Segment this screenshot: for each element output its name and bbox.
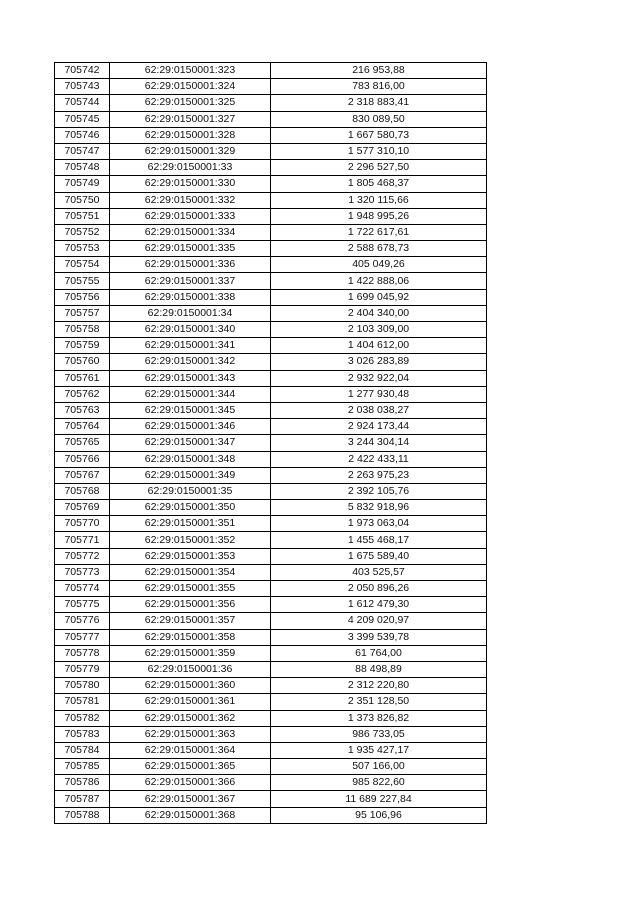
table-row bbox=[55, 289, 487, 305]
cadastral-number-cell: 62:29:0150001:364 bbox=[110, 742, 271, 758]
value-cell: 1 973 063,04 bbox=[271, 516, 487, 532]
value-cell: 2 351 128,50 bbox=[271, 694, 487, 710]
value-cell: 3 399 539,78 bbox=[271, 629, 487, 645]
cadastral-number-cell: 62:29:0150001:358 bbox=[110, 629, 271, 645]
value-cell: 1 699 045,92 bbox=[271, 289, 487, 305]
row-number-cell: 705777 bbox=[55, 629, 110, 645]
table-row bbox=[55, 354, 487, 370]
row-number-cell: 705750 bbox=[55, 192, 110, 208]
row-number-cell: 705764 bbox=[55, 419, 110, 435]
cadastral-number-cell: 62:29:0150001:356 bbox=[110, 597, 271, 613]
table-row bbox=[55, 807, 487, 823]
table-row bbox=[55, 548, 487, 564]
value-cell: 1 722 617,61 bbox=[271, 224, 487, 240]
table-row bbox=[55, 532, 487, 548]
cadastral-number-cell: 62:29:0150001:345 bbox=[110, 402, 271, 418]
row-number-cell: 705754 bbox=[55, 257, 110, 273]
value-cell: 61 764,00 bbox=[271, 645, 487, 661]
row-number-cell: 705760 bbox=[55, 354, 110, 370]
cadastral-number-cell: 62:29:0150001:353 bbox=[110, 548, 271, 564]
table-row bbox=[55, 581, 487, 597]
value-cell: 11 689 227,84 bbox=[271, 791, 487, 807]
cadastral-number-cell: 62:29:0150001:355 bbox=[110, 581, 271, 597]
cadastral-number-cell: 62:29:0150001:325 bbox=[110, 95, 271, 111]
row-number-cell: 705767 bbox=[55, 467, 110, 483]
value-cell: 5 832 918,96 bbox=[271, 500, 487, 516]
row-number-cell: 705782 bbox=[55, 710, 110, 726]
row-number-cell: 705746 bbox=[55, 127, 110, 143]
value-cell: 1 612 479,30 bbox=[271, 597, 487, 613]
cadastral-number-cell: 62:29:0150001:357 bbox=[110, 613, 271, 629]
table-row bbox=[55, 597, 487, 613]
table-row bbox=[55, 467, 487, 483]
row-number-cell: 705788 bbox=[55, 807, 110, 823]
cadastral-number-cell: 62:29:0150001:337 bbox=[110, 273, 271, 289]
cadastral-number-cell: 62:29:0150001:366 bbox=[110, 775, 271, 791]
value-cell: 1 455 468,17 bbox=[271, 532, 487, 548]
value-cell: 1 422 888,06 bbox=[271, 273, 487, 289]
value-cell: 2 263 975,23 bbox=[271, 467, 487, 483]
value-cell: 2 296 527,50 bbox=[271, 160, 487, 176]
cadastral-number-cell: 62:29:0150001:335 bbox=[110, 241, 271, 257]
table-row bbox=[55, 726, 487, 742]
row-number-cell: 705783 bbox=[55, 726, 110, 742]
table-row bbox=[55, 160, 487, 176]
value-cell: 1 805 468,37 bbox=[271, 176, 487, 192]
cadastral-number-cell: 62:29:0150001:344 bbox=[110, 386, 271, 402]
cadastral-number-cell: 62:29:0150001:328 bbox=[110, 127, 271, 143]
cadastral-number-cell: 62:29:0150001:365 bbox=[110, 759, 271, 775]
cadastral-number-cell: 62:29:0150001:360 bbox=[110, 678, 271, 694]
table-row bbox=[55, 224, 487, 240]
value-cell: 4 209 020,97 bbox=[271, 613, 487, 629]
value-cell: 405 049,26 bbox=[271, 257, 487, 273]
table-row bbox=[55, 419, 487, 435]
cadastral-number-cell: 62:29:0150001:332 bbox=[110, 192, 271, 208]
cadastral-number-cell: 62:29:0150001:324 bbox=[110, 79, 271, 95]
row-number-cell: 705772 bbox=[55, 548, 110, 564]
cadastral-number-cell: 62:29:0150001:368 bbox=[110, 807, 271, 823]
table-row bbox=[55, 791, 487, 807]
row-number-cell: 705771 bbox=[55, 532, 110, 548]
row-number-cell: 705742 bbox=[55, 63, 110, 79]
row-number-cell: 705743 bbox=[55, 79, 110, 95]
value-cell: 2 038 038,27 bbox=[271, 402, 487, 418]
value-cell: 1 948 995,26 bbox=[271, 208, 487, 224]
value-cell: 2 392 105,76 bbox=[271, 483, 487, 499]
table-row bbox=[55, 500, 487, 516]
cadastral-number-cell: 62:29:0150001:34 bbox=[110, 305, 271, 321]
table-row bbox=[55, 143, 487, 159]
table-row bbox=[55, 241, 487, 257]
row-number-cell: 705774 bbox=[55, 581, 110, 597]
table-row bbox=[55, 613, 487, 629]
row-number-cell: 705787 bbox=[55, 791, 110, 807]
row-number-cell: 705773 bbox=[55, 564, 110, 580]
row-number-cell: 705747 bbox=[55, 143, 110, 159]
cadastral-number-cell: 62:29:0150001:362 bbox=[110, 710, 271, 726]
cadastral-number-cell: 62:29:0150001:336 bbox=[110, 257, 271, 273]
value-cell: 985 822,60 bbox=[271, 775, 487, 791]
value-cell: 2 103 309,00 bbox=[271, 322, 487, 338]
row-number-cell: 705745 bbox=[55, 111, 110, 127]
value-cell: 1 320 115,66 bbox=[271, 192, 487, 208]
cadastral-number-cell: 62:29:0150001:343 bbox=[110, 370, 271, 386]
cadastral-number-cell: 62:29:0150001:330 bbox=[110, 176, 271, 192]
value-cell: 1 577 310,10 bbox=[271, 143, 487, 159]
cadastral-number-cell: 62:29:0150001:347 bbox=[110, 435, 271, 451]
table-row bbox=[55, 79, 487, 95]
table-row bbox=[55, 111, 487, 127]
value-cell: 2 312 220,80 bbox=[271, 678, 487, 694]
row-number-cell: 705751 bbox=[55, 208, 110, 224]
row-number-cell: 705785 bbox=[55, 759, 110, 775]
row-number-cell: 705766 bbox=[55, 451, 110, 467]
table-row bbox=[55, 451, 487, 467]
row-number-cell: 705759 bbox=[55, 338, 110, 354]
row-number-cell: 705761 bbox=[55, 370, 110, 386]
value-cell: 2 050 896,26 bbox=[271, 581, 487, 597]
value-cell: 1 277 930,48 bbox=[271, 386, 487, 402]
table-row bbox=[55, 257, 487, 273]
cadastral-number-cell: 62:29:0150001:359 bbox=[110, 645, 271, 661]
cadastral-number-cell: 62:29:0150001:349 bbox=[110, 467, 271, 483]
value-cell: 2 404 340,00 bbox=[271, 305, 487, 321]
cadastral-number-cell: 62:29:0150001:367 bbox=[110, 791, 271, 807]
value-cell: 95 106,96 bbox=[271, 807, 487, 823]
value-cell: 783 816,00 bbox=[271, 79, 487, 95]
row-number-cell: 705749 bbox=[55, 176, 110, 192]
row-number-cell: 705758 bbox=[55, 322, 110, 338]
row-number-cell: 705744 bbox=[55, 95, 110, 111]
table-row bbox=[55, 370, 487, 386]
table-row bbox=[55, 742, 487, 758]
table-row bbox=[55, 516, 487, 532]
cadastral-number-cell: 62:29:0150001:361 bbox=[110, 694, 271, 710]
row-number-cell: 705753 bbox=[55, 241, 110, 257]
row-number-cell: 705765 bbox=[55, 435, 110, 451]
value-cell: 1 667 580,73 bbox=[271, 127, 487, 143]
value-cell: 216 953,88 bbox=[271, 63, 487, 79]
cadastral-number-cell: 62:29:0150001:352 bbox=[110, 532, 271, 548]
cadastral-number-cell: 62:29:0150001:354 bbox=[110, 564, 271, 580]
table-row bbox=[55, 661, 487, 677]
table-row bbox=[55, 95, 487, 111]
table-row bbox=[55, 273, 487, 289]
value-cell: 1 373 826,82 bbox=[271, 710, 487, 726]
row-number-cell: 705780 bbox=[55, 678, 110, 694]
row-number-cell: 705769 bbox=[55, 500, 110, 516]
value-cell: 2 318 883,41 bbox=[271, 95, 487, 111]
value-cell: 507 166,00 bbox=[271, 759, 487, 775]
cadastral-number-cell: 62:29:0150001:342 bbox=[110, 354, 271, 370]
value-cell: 1 675 589,40 bbox=[271, 548, 487, 564]
table-row bbox=[55, 322, 487, 338]
table-row bbox=[55, 775, 487, 791]
row-number-cell: 705786 bbox=[55, 775, 110, 791]
cadastral-number-cell: 62:29:0150001:329 bbox=[110, 143, 271, 159]
cadastral-number-cell: 62:29:0150001:363 bbox=[110, 726, 271, 742]
cadastral-number-cell: 62:29:0150001:323 bbox=[110, 63, 271, 79]
cadastral-number-cell: 62:29:0150001:35 bbox=[110, 483, 271, 499]
table-row bbox=[55, 759, 487, 775]
cadastral-number-cell: 62:29:0150001:334 bbox=[110, 224, 271, 240]
row-number-cell: 705775 bbox=[55, 597, 110, 613]
row-number-cell: 705755 bbox=[55, 273, 110, 289]
cadastral-number-cell: 62:29:0150001:348 bbox=[110, 451, 271, 467]
value-cell: 1 935 427,17 bbox=[271, 742, 487, 758]
table-row bbox=[55, 338, 487, 354]
cadastral-number-cell: 62:29:0150001:327 bbox=[110, 111, 271, 127]
row-number-cell: 705784 bbox=[55, 742, 110, 758]
row-number-cell: 705781 bbox=[55, 694, 110, 710]
value-cell: 986 733,05 bbox=[271, 726, 487, 742]
value-cell: 2 422 433,11 bbox=[271, 451, 487, 467]
value-cell: 3 244 304,14 bbox=[271, 435, 487, 451]
table-row bbox=[55, 694, 487, 710]
table-row bbox=[55, 435, 487, 451]
table-body bbox=[55, 63, 487, 824]
row-number-cell: 705776 bbox=[55, 613, 110, 629]
row-number-cell: 705770 bbox=[55, 516, 110, 532]
row-number-cell: 705762 bbox=[55, 386, 110, 402]
value-cell: 1 404 612,00 bbox=[271, 338, 487, 354]
value-cell: 3 026 283,89 bbox=[271, 354, 487, 370]
table-row bbox=[55, 386, 487, 402]
value-cell: 830 089,50 bbox=[271, 111, 487, 127]
row-number-cell: 705763 bbox=[55, 402, 110, 418]
row-number-cell: 705768 bbox=[55, 483, 110, 499]
cadastral-number-cell: 62:29:0150001:36 bbox=[110, 661, 271, 677]
table-row bbox=[55, 645, 487, 661]
row-number-cell: 705752 bbox=[55, 224, 110, 240]
table-row bbox=[55, 710, 487, 726]
cadastral-number-cell: 62:29:0150001:341 bbox=[110, 338, 271, 354]
row-number-cell: 705778 bbox=[55, 645, 110, 661]
cadastral-number-cell: 62:29:0150001:333 bbox=[110, 208, 271, 224]
value-cell: 2 932 922,04 bbox=[271, 370, 487, 386]
table-row bbox=[55, 629, 487, 645]
cadastral-number-cell: 62:29:0150001:33 bbox=[110, 160, 271, 176]
value-cell: 403 525,57 bbox=[271, 564, 487, 580]
table-row bbox=[55, 402, 487, 418]
table-row bbox=[55, 564, 487, 580]
value-cell: 2 924 173,44 bbox=[271, 419, 487, 435]
row-number-cell: 705779 bbox=[55, 661, 110, 677]
cadastral-number-cell: 62:29:0150001:350 bbox=[110, 500, 271, 516]
cadastral-number-cell: 62:29:0150001:340 bbox=[110, 322, 271, 338]
table-row bbox=[55, 208, 487, 224]
row-number-cell: 705748 bbox=[55, 160, 110, 176]
cadastral-number-cell: 62:29:0150001:351 bbox=[110, 516, 271, 532]
cadastral-number-cell: 62:29:0150001:346 bbox=[110, 419, 271, 435]
row-number-cell: 705757 bbox=[55, 305, 110, 321]
cadastral-number-cell: 62:29:0150001:338 bbox=[110, 289, 271, 305]
table-row bbox=[55, 192, 487, 208]
table-row bbox=[55, 678, 487, 694]
table-row bbox=[55, 176, 487, 192]
table-row bbox=[55, 483, 487, 499]
row-number-cell: 705756 bbox=[55, 289, 110, 305]
table-row bbox=[55, 305, 487, 321]
value-cell: 88 498,89 bbox=[271, 661, 487, 677]
data-table bbox=[54, 62, 487, 824]
table-row bbox=[55, 127, 487, 143]
table-row bbox=[55, 63, 487, 79]
value-cell: 2 588 678,73 bbox=[271, 241, 487, 257]
